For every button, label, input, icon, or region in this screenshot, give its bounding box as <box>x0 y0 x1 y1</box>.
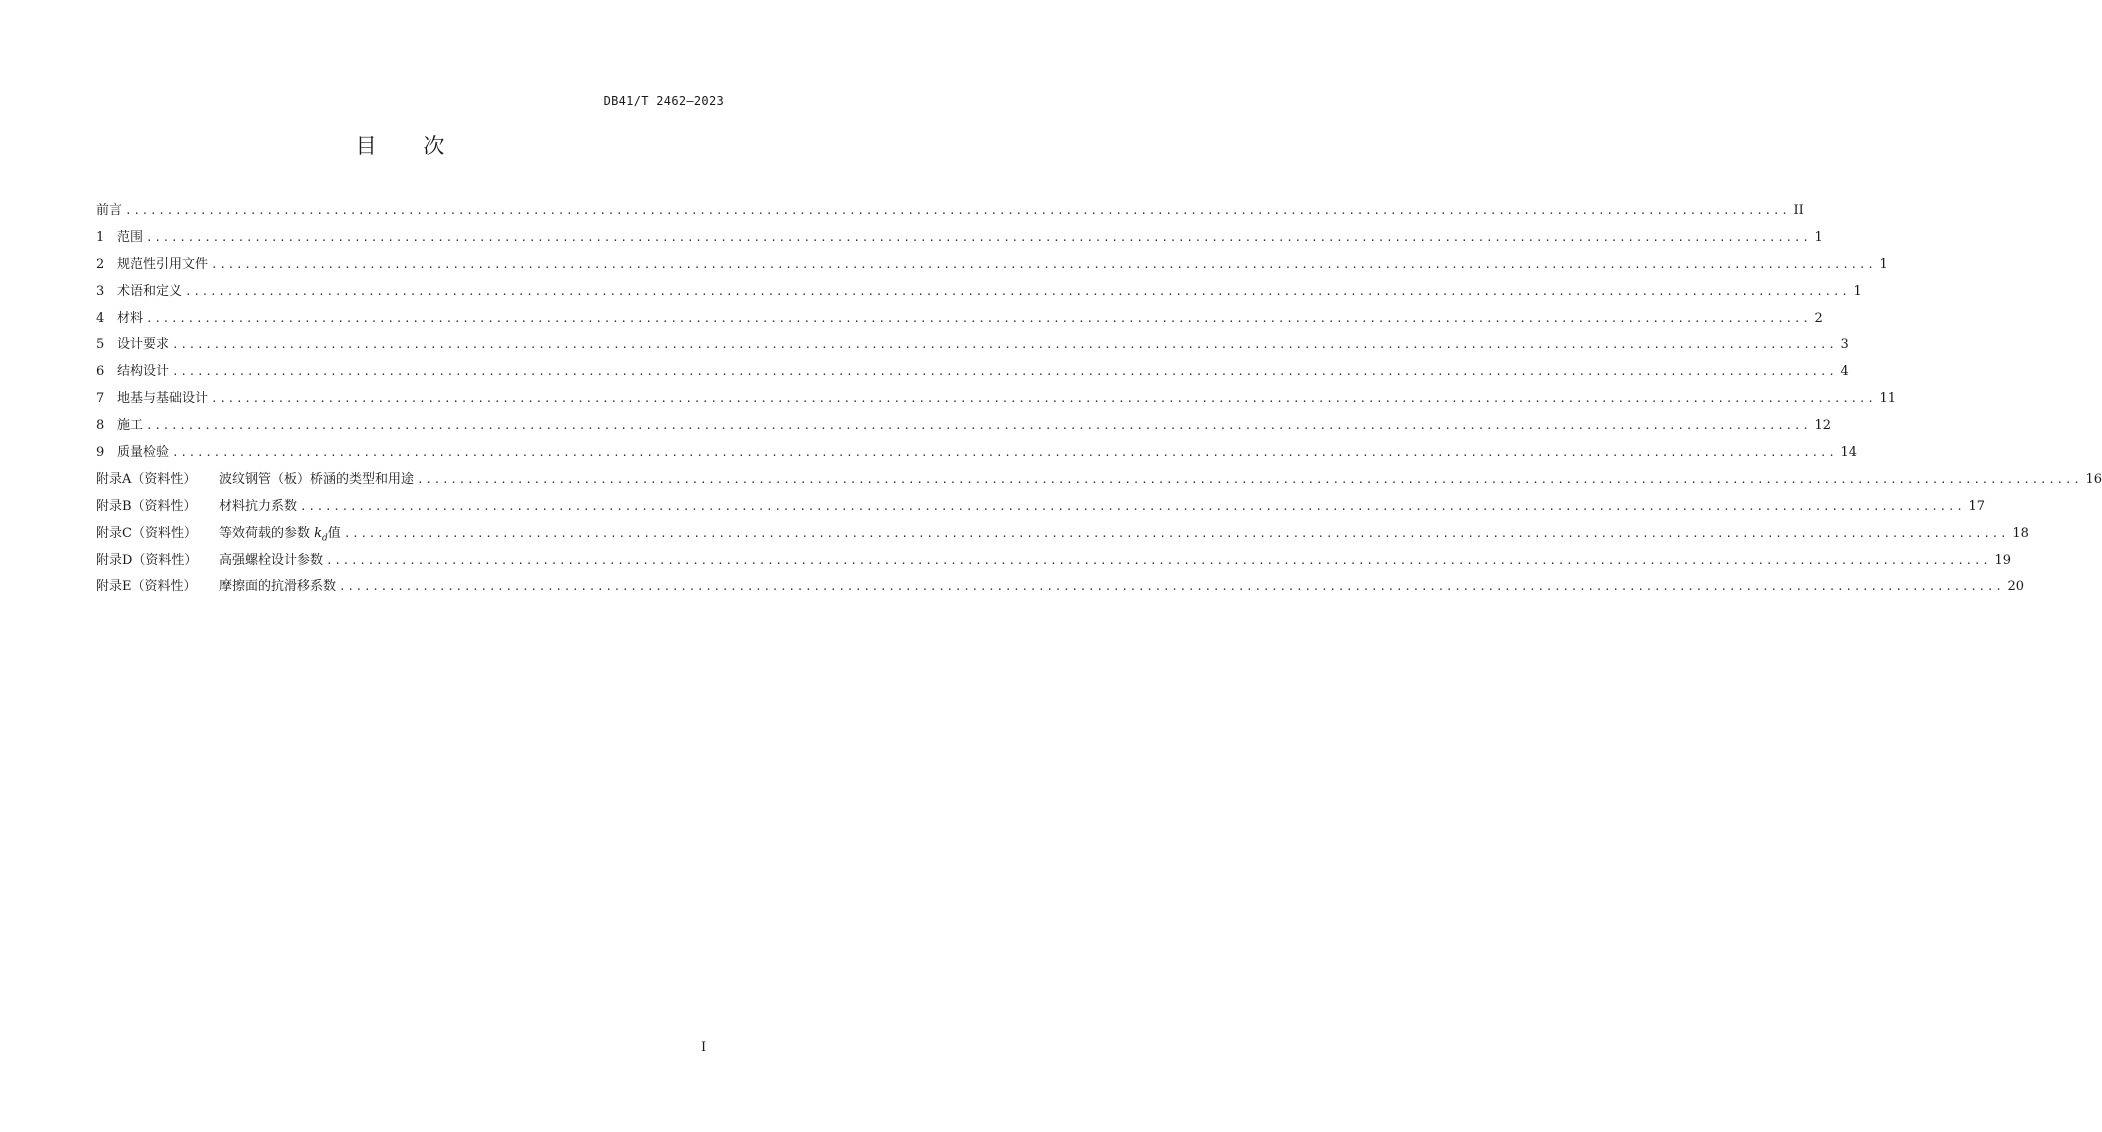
toc-entry-page: 14 <box>1840 445 1858 461</box>
toc-entry-page: 1 <box>1814 229 1823 245</box>
chapter-number: 5 <box>96 337 105 353</box>
table-of-contents <box>96 201 2102 604</box>
toc-entry-label: 前言 <box>96 203 123 218</box>
toc-entry-label <box>96 228 143 248</box>
dot-leader: ........................................................................................................................................................................................................ <box>146 311 1811 325</box>
toc-entry-page: II <box>1793 203 1804 218</box>
toc-entry-label <box>96 551 323 571</box>
dot-leader: ........................................................................................................................................................................................................ <box>185 284 1850 298</box>
toc-entry-chapter-8[interactable] <box>96 416 1832 443</box>
toc-entry-page: 11 <box>1879 391 1897 407</box>
dot-leader: ........................................................................................................................................................................................................ <box>146 230 1811 244</box>
appendix-prefix: 附录D（资料性） <box>96 552 198 568</box>
toc-entry-label <box>96 577 336 597</box>
toc-entry-page: 20 <box>2007 579 2025 595</box>
toc-entry-page: 1 <box>1879 256 1888 272</box>
toc-entry-label <box>96 497 297 517</box>
appendix-title-before: 等效荷载的参数 <box>219 525 315 541</box>
toc-entry-appendix-d[interactable] <box>96 551 2012 578</box>
dot-leader: ........................................................................................................................................................................................................ <box>417 472 2082 486</box>
toc-entry-page: 1 <box>1853 283 1862 299</box>
toc-entry-label <box>96 416 143 436</box>
appendix-title <box>219 525 341 544</box>
toc-entry-label <box>96 282 182 302</box>
chapter-number: 3 <box>96 283 105 299</box>
appendix-title: 波纹钢管（板）桥涵的类型和用途 <box>219 471 415 487</box>
toc-entry-label <box>96 443 169 463</box>
appendix-title: 高强螺栓设计参数 <box>219 552 324 568</box>
chapter-title: 设计要求 <box>117 337 170 353</box>
dot-leader: ........................................................................................................................................................................................................ <box>300 499 1965 513</box>
dot-leader: ........................................................................................................................................................................................................ <box>326 553 1991 567</box>
toc-entry-preface[interactable] <box>96 201 1804 228</box>
chapter-number: 9 <box>96 445 105 461</box>
chapter-number: 2 <box>96 256 105 272</box>
chapter-number: 1 <box>96 229 105 245</box>
dot-leader: ........................................................................................................................................................................................................ <box>211 257 1876 271</box>
toc-entry-page: 4 <box>1840 364 1849 380</box>
chapter-number: 8 <box>96 418 105 434</box>
dot-leader: ........................................................................................................................................................................................................ <box>211 392 1876 406</box>
dot-leader: ........................................................................................................................................................................................................ <box>343 526 2009 540</box>
toc-entry-label <box>96 255 208 275</box>
appendix-prefix: 附录B（资料性） <box>96 498 197 514</box>
toc-entry-chapter-6[interactable] <box>96 362 1849 389</box>
toc-entry-label <box>96 389 208 409</box>
toc-entry-label <box>96 470 414 490</box>
chapter-number: 6 <box>96 364 105 380</box>
toc-entry-chapter-1[interactable] <box>96 228 1823 255</box>
dot-leader: ........................................................................................................................................................................................................ <box>339 580 2004 594</box>
toc-entry-appendix-c[interactable] <box>96 524 2029 551</box>
variable-k <box>314 525 328 544</box>
variable-subscript: d <box>322 533 328 544</box>
document-code: DB41/T 2462—2023 <box>603 94 724 108</box>
chapter-title: 规范性引用文件 <box>117 256 209 272</box>
toc-entry-page: 12 <box>1814 418 1832 434</box>
dot-leader: ........................................................................................................................................................................................................ <box>172 365 1837 379</box>
chapter-title: 地基与基础设计 <box>117 391 209 407</box>
toc-entry-label <box>96 362 169 382</box>
appendix-prefix: 附录C（资料性） <box>96 525 197 541</box>
toc-entry-appendix-e[interactable] <box>96 577 2025 604</box>
toc-entry-chapter-4[interactable] <box>96 309 1823 336</box>
chapter-title: 术语和定义 <box>117 283 183 299</box>
toc-entry-page: 17 <box>1968 498 1986 514</box>
chapter-number: 4 <box>96 310 105 326</box>
toc-entry-appendix-a[interactable] <box>96 470 2102 497</box>
chapter-number: 7 <box>96 391 105 407</box>
dot-leader: ........................................................................................................................................................................................................ <box>146 419 1811 433</box>
chapter-title: 材料 <box>117 310 144 326</box>
toc-entry-chapter-5[interactable] <box>96 335 1849 362</box>
toc-entry-page: 2 <box>1814 310 1823 326</box>
toc-entry-page: 3 <box>1840 337 1849 353</box>
appendix-prefix: 附录E（资料性） <box>96 579 197 595</box>
dot-leader: ........................................................................................................................................................................................................ <box>172 338 1837 352</box>
appendix-title: 摩擦面的抗滑移系数 <box>219 579 337 595</box>
toc-entry-chapter-9[interactable] <box>96 443 1858 470</box>
page-number: I <box>701 1040 707 1055</box>
dot-leader: ........................................................................................................................................................................................................ <box>172 446 1837 460</box>
variable-symbol: k <box>314 525 323 541</box>
appendix-prefix: 附录A（资料性） <box>96 471 197 487</box>
toc-entry-chapter-2[interactable] <box>96 255 1888 282</box>
page-title: 目 次 <box>355 134 465 158</box>
toc-entry-chapter-7[interactable] <box>96 389 1897 416</box>
dot-leader: ........................................................................................................................................................................................................ <box>125 204 1790 217</box>
chapter-title: 施工 <box>117 418 144 434</box>
appendix-title: 材料抗力系数 <box>219 498 298 514</box>
chapter-title: 结构设计 <box>117 364 170 380</box>
chapter-title: 质量检验 <box>117 445 170 461</box>
toc-entry-page: 16 <box>2085 471 2102 487</box>
toc-entry-page: 19 <box>1994 552 2012 568</box>
toc-entry-label <box>96 309 143 329</box>
appendix-title-after: 值 <box>327 525 341 541</box>
toc-entry-chapter-3[interactable] <box>96 282 1862 309</box>
toc-entry-page: 18 <box>2012 525 2029 541</box>
toc-entry-label <box>96 335 169 355</box>
toc-entry-label <box>96 524 341 549</box>
toc-entry-appendix-b[interactable] <box>96 497 1986 524</box>
chapter-title: 范围 <box>117 229 144 245</box>
